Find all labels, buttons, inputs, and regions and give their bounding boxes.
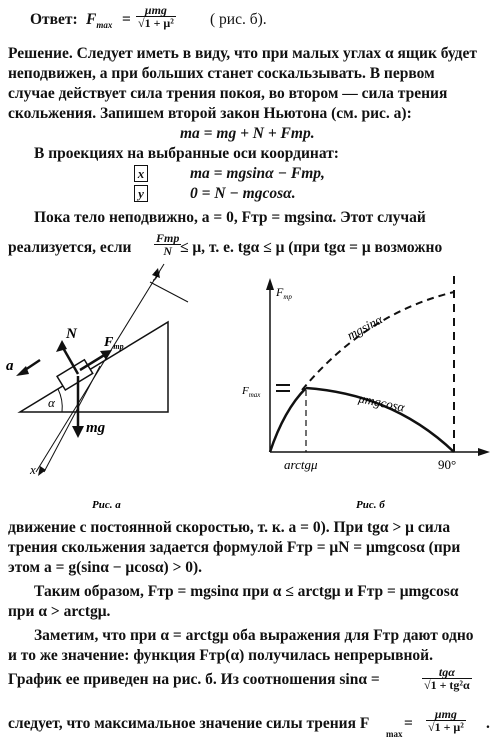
angle-arc <box>58 389 62 412</box>
equation-x: ma = mgsinα − Fтр, <box>190 165 325 182</box>
answer-eq: = <box>122 11 131 28</box>
paragraph5-line-3: График ее приведен на рис. б. Из соотношения sinα = tgα √1 + tg²α <box>8 665 470 692</box>
y-axis-line <box>36 264 164 472</box>
arctg-label: arctgμ <box>284 457 318 472</box>
paragraph3-line-2: трения скольжения задается формулой Fтр = μN = μmgcosα (при <box>8 539 461 556</box>
axis-x-box: x <box>134 165 148 182</box>
figure-a <box>0 262 240 518</box>
mgsin-curve <box>302 292 454 390</box>
mucos-label: μmgcosα <box>357 390 407 415</box>
answer-ref: ( рис. б). <box>210 11 267 28</box>
fmax-fraction: μmg √1 + μ² <box>428 707 464 734</box>
paragraph5-line-1: Заметим, что при α = arctgμ оба выражения для Fтр дают одно <box>34 627 474 644</box>
paragraph2-line-2: реализуется, если Fтр N ≤ μ, т. е. tgα ≤ μ (при tgα = μ возможно <box>8 231 443 258</box>
paragraph5-line-2: и то же значение: функция Fтр(α) получилась непрерывной. <box>8 647 433 664</box>
caption-a: Рис. а <box>92 499 121 511</box>
a-label: a <box>6 358 14 374</box>
incline-triangle <box>20 322 168 412</box>
figure-b <box>232 262 500 518</box>
paragraph3-line-1: движение с постоянной скоростью, т. к. a = 0). При tgα > μ сила <box>8 519 451 536</box>
paragraph4-line-1: Таким образом, Fтр = mgsinα при α ≤ arctgμ и Fтр = μmgcosα <box>34 583 459 600</box>
answer-lhs: $F_{max}$ <box>86 11 113 31</box>
paragraph3-line-3: этом a = g(sinα − μcosα) > 0). <box>8 559 203 576</box>
static-friction-curve <box>270 388 306 452</box>
projection-y-row <box>134 184 454 204</box>
paragraph4-line-2: при α > arctgμ. <box>8 603 111 620</box>
projection-intro: В проекциях на выбранные оси координат: <box>34 145 339 162</box>
x-label: x <box>30 462 36 477</box>
paragraph5-line-4: следует, что максимальное значение силы трения F max = μmg √1 + μ² . <box>8 707 490 739</box>
projection-x-row <box>134 164 454 184</box>
answer-fraction: μmg √1 + μ² <box>138 3 174 30</box>
solution-line-4: скольжения. Запишем второй закон Ньютона (см. рис. а): <box>8 105 412 122</box>
mg-label: mg <box>86 420 106 436</box>
paragraph2-line-1: Пока тело неподвижно, a = 0, Fтр = mgsinα. Этот случай <box>34 209 426 226</box>
y-label: y <box>154 266 160 281</box>
solution-line-3: случае действует сила трения покоя, во втором — сила трения <box>8 85 448 102</box>
equation-y: 0 = N − mgcosα. <box>190 185 296 202</box>
newton-equation: ma = mg + N + Fтр. <box>180 125 315 142</box>
y-axis-label: $F_{тр}$ <box>276 285 292 301</box>
axis-y-box: y <box>134 185 148 202</box>
solution-line-2: неподвижен, а при больших станет соскальзывать. В первом <box>8 65 435 82</box>
fmax-label: $F_{max}$ <box>242 385 261 399</box>
answer-label: Ответ: <box>30 11 78 28</box>
ratio-fraction: Fтр N <box>156 231 180 258</box>
alpha-label: α <box>48 395 55 410</box>
sin-fraction: tgα √1 + tg²α <box>424 665 470 692</box>
ninety-label: 90° <box>438 457 457 472</box>
caption-b: Рис. б <box>356 499 385 511</box>
mgsin-label: mgsinα <box>344 311 385 343</box>
N-label: N <box>66 326 77 342</box>
friction-label: $F_{тр}$ <box>104 335 124 351</box>
solution-line-1: Решение. Следует иметь в виду, что при малых углах α ящик будет <box>8 45 478 62</box>
